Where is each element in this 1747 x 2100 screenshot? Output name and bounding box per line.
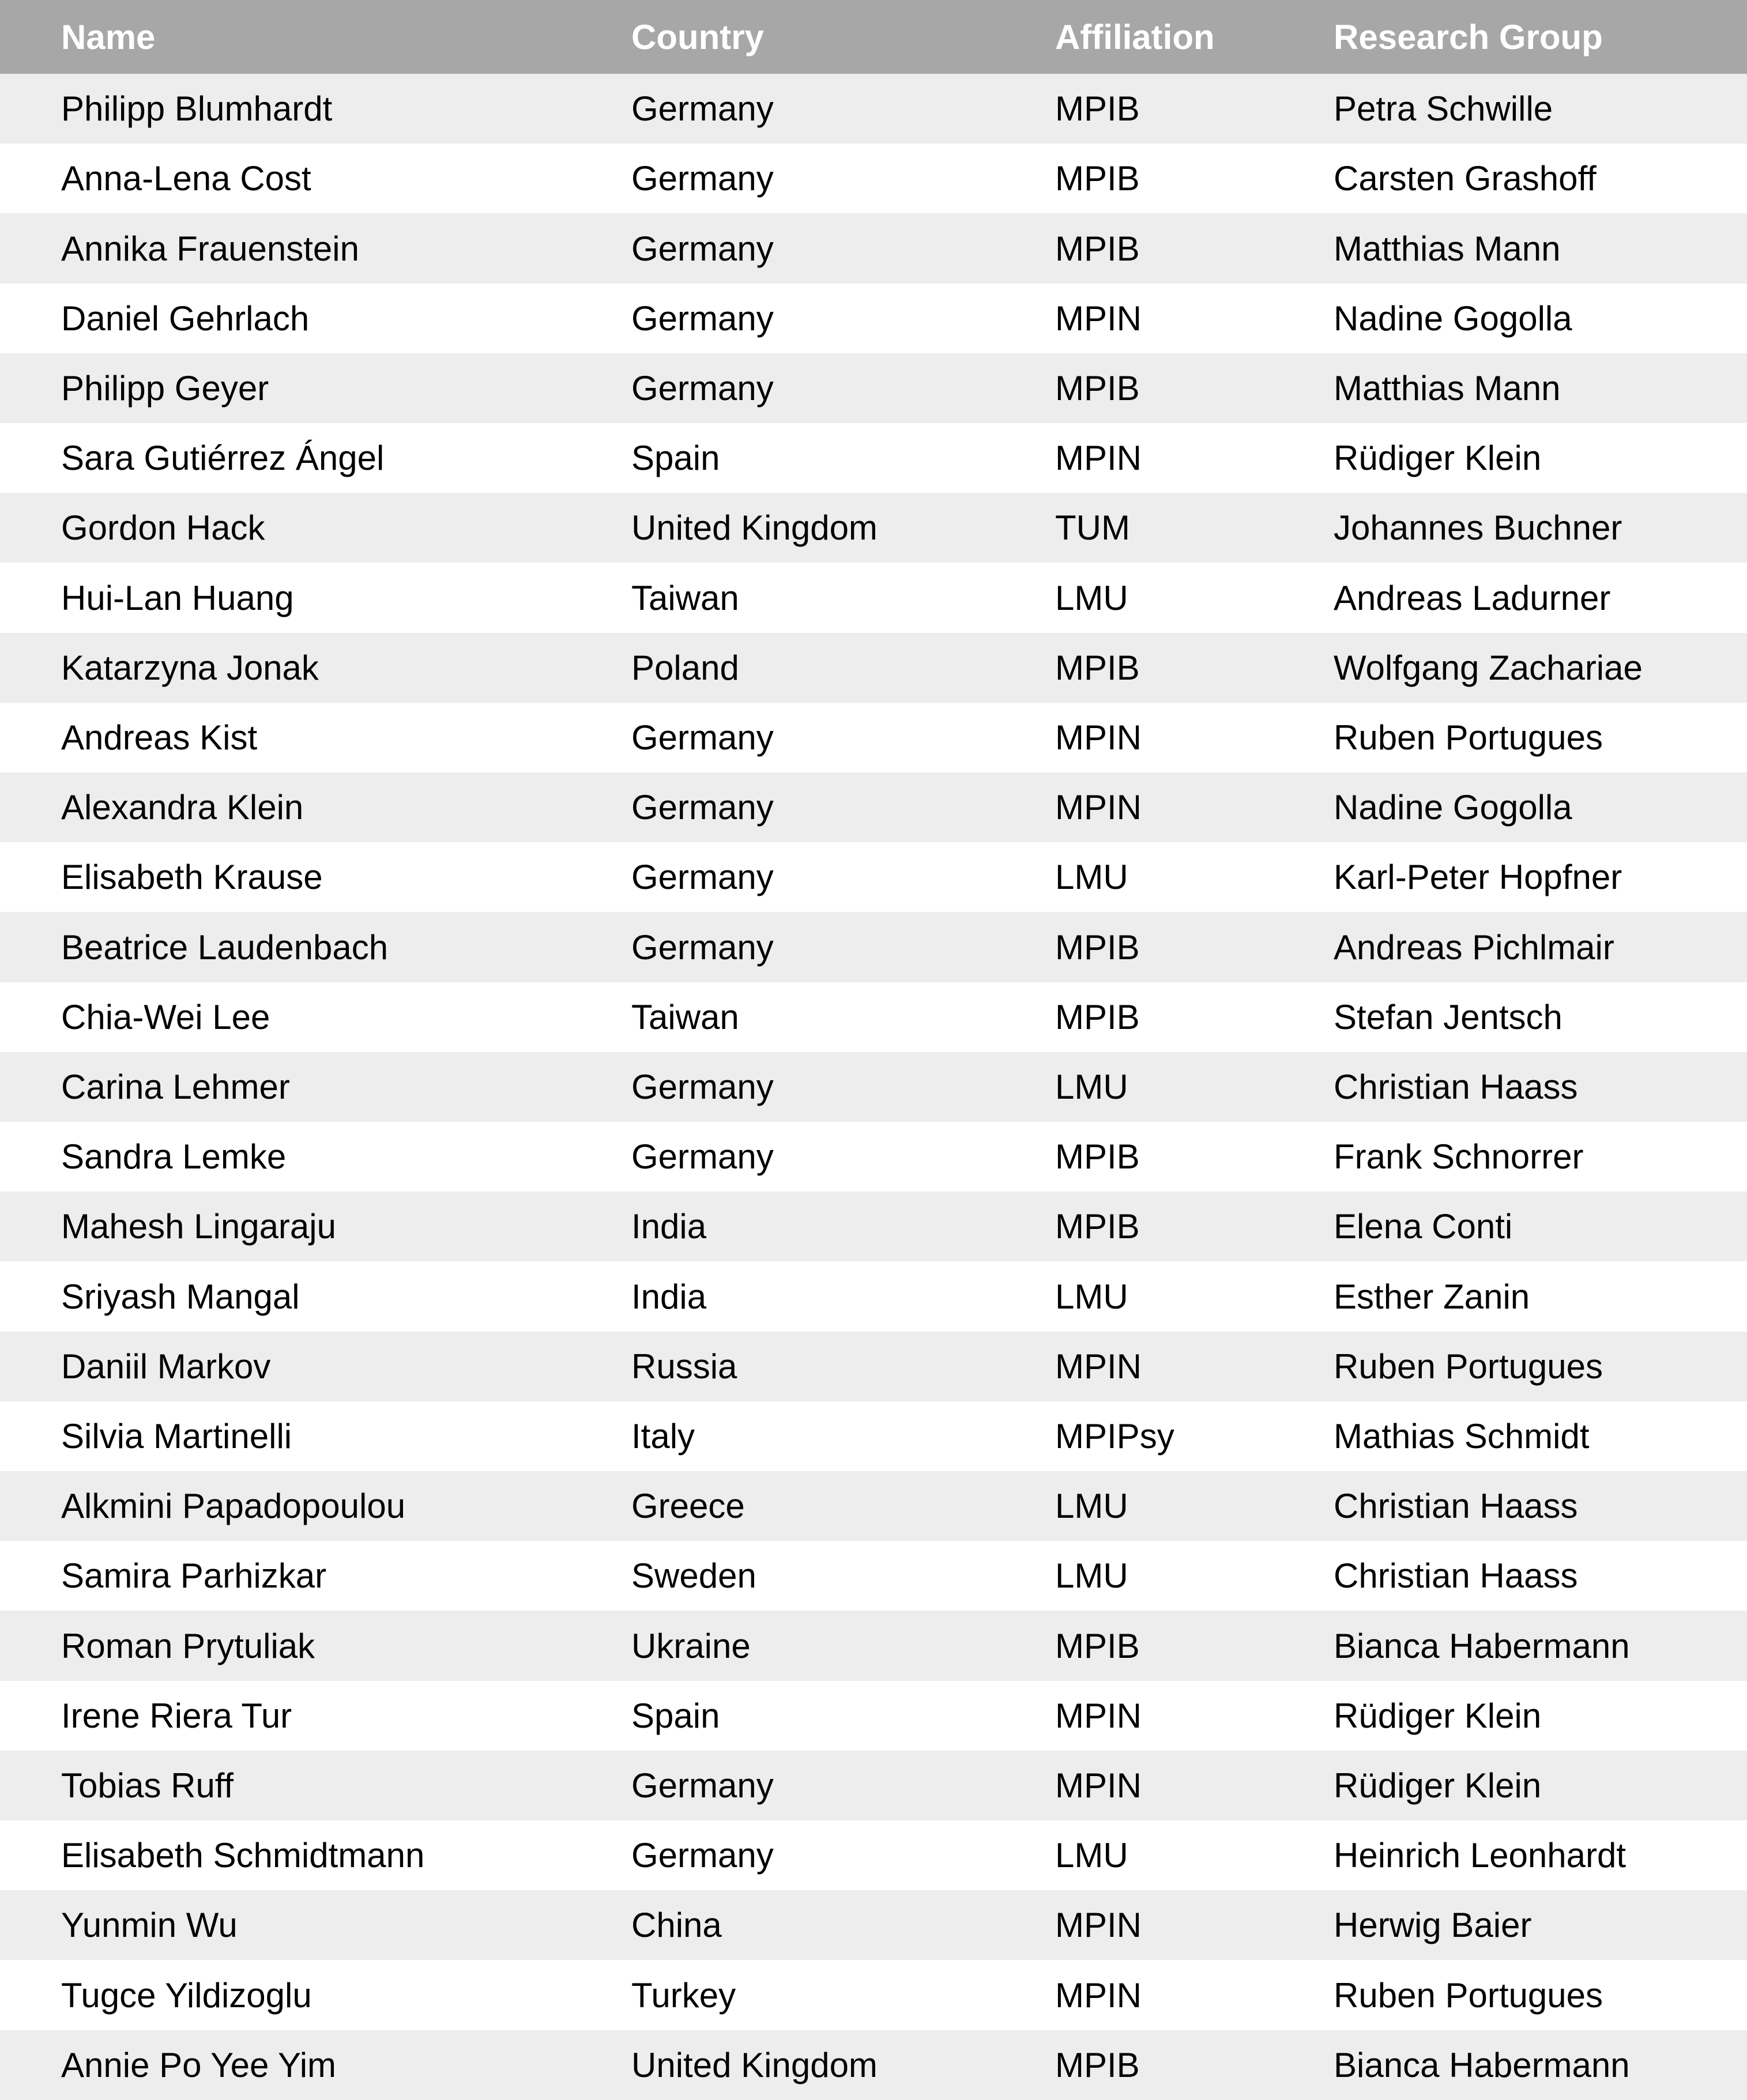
cell-country: Germany: [631, 213, 1055, 283]
cell-country: Germany: [631, 772, 1055, 842]
table-row: [0, 982, 1747, 1052]
header-cell-country: Country: [631, 0, 1055, 74]
cell-name: Daniil Markov: [0, 1332, 631, 1401]
table-row: [0, 1401, 1747, 1471]
cell-country: Spain: [631, 423, 1055, 493]
cell-research-group: Herwig Baier: [1334, 1890, 1747, 1960]
cell-country: Germany: [631, 353, 1055, 423]
table-row: [0, 423, 1747, 493]
table-row: [0, 703, 1747, 772]
cell-affiliation: MPIB: [1055, 633, 1334, 703]
cell-country: Germany: [631, 1122, 1055, 1192]
cell-name: Beatrice Laudenbach: [0, 912, 631, 982]
cell-name: Samira Parhizkar: [0, 1541, 631, 1611]
cell-research-group: Ruben Portugues: [1334, 1960, 1747, 2030]
cell-country: Italy: [631, 1401, 1055, 1471]
cell-affiliation: MPIN: [1055, 284, 1334, 353]
cell-country: United Kingdom: [631, 2030, 1055, 2100]
cell-name: Gordon Hack: [0, 493, 631, 563]
cell-research-group: Nadine Gogolla: [1334, 284, 1747, 353]
cell-name: Irene Riera Tur: [0, 1681, 631, 1751]
cell-research-group: Nadine Gogolla: [1334, 772, 1747, 842]
table-row: [0, 842, 1747, 912]
cell-research-group: Christian Haass: [1334, 1541, 1747, 1611]
cell-name: Daniel Gehrlach: [0, 284, 631, 353]
cell-name: Yunmin Wu: [0, 1890, 631, 1960]
table-row: [0, 1541, 1747, 1611]
cell-research-group: Ruben Portugues: [1334, 703, 1747, 772]
cell-country: Taiwan: [631, 563, 1055, 632]
table-row: [0, 1471, 1747, 1541]
table-row: [0, 1052, 1747, 1122]
cell-research-group: Andreas Pichlmair: [1334, 912, 1747, 982]
table-header: [0, 0, 1747, 74]
cell-affiliation: MPIPsy: [1055, 1401, 1334, 1471]
cell-affiliation: LMU: [1055, 1261, 1334, 1331]
cell-affiliation: LMU: [1055, 1820, 1334, 1890]
cell-country: Greece: [631, 1471, 1055, 1541]
cell-name: Annika Frauenstein: [0, 213, 631, 283]
cell-research-group: Heinrich Leonhardt: [1334, 1820, 1747, 1890]
cell-country: Turkey: [631, 1960, 1055, 2030]
cell-affiliation: LMU: [1055, 563, 1334, 632]
table-row: [0, 493, 1747, 563]
cell-research-group: Matthias Mann: [1334, 353, 1747, 423]
table-row: [0, 74, 1747, 144]
cell-affiliation: MPIB: [1055, 144, 1334, 213]
cell-name: Sandra Lemke: [0, 1122, 631, 1192]
cell-country: Germany: [631, 74, 1055, 144]
cell-country: Germany: [631, 1751, 1055, 1820]
table-row: [0, 1122, 1747, 1192]
cell-country: India: [631, 1192, 1055, 1261]
cell-affiliation: MPIB: [1055, 1122, 1334, 1192]
cell-country: Russia: [631, 1332, 1055, 1401]
cell-research-group: Rüdiger Klein: [1334, 423, 1747, 493]
cell-country: Germany: [631, 703, 1055, 772]
cell-affiliation: MPIB: [1055, 353, 1334, 423]
cell-research-group: Johannes Buchner: [1334, 493, 1747, 563]
cell-name: Mahesh Lingaraju: [0, 1192, 631, 1261]
cell-country: Germany: [631, 1820, 1055, 1890]
cell-affiliation: MPIN: [1055, 1960, 1334, 2030]
cell-country: Spain: [631, 1681, 1055, 1751]
table-row: [0, 1960, 1747, 2030]
cell-research-group: Wolfgang Zachariae: [1334, 633, 1747, 703]
cell-country: Germany: [631, 1052, 1055, 1122]
table-row: [0, 284, 1747, 353]
cell-name: Katarzyna Jonak: [0, 633, 631, 703]
cell-affiliation: MPIN: [1055, 1890, 1334, 1960]
cell-affiliation: MPIB: [1055, 2030, 1334, 2100]
cell-research-group: Matthias Mann: [1334, 213, 1747, 283]
cell-research-group: Bianca Habermann: [1334, 2030, 1747, 2100]
cell-name: Tugce Yildizoglu: [0, 1960, 631, 2030]
table-row: [0, 1751, 1747, 1820]
cell-affiliation: TUM: [1055, 493, 1334, 563]
cell-name: Sriyash Mangal: [0, 1261, 631, 1331]
cell-affiliation: MPIB: [1055, 213, 1334, 283]
cell-name: Sara Gutiérrez Ángel: [0, 423, 631, 493]
cell-name: Andreas Kist: [0, 703, 631, 772]
cell-affiliation: MPIN: [1055, 1332, 1334, 1401]
cell-country: India: [631, 1261, 1055, 1331]
cell-name: Hui-Lan Huang: [0, 563, 631, 632]
cell-affiliation: MPIB: [1055, 1192, 1334, 1261]
cell-country: Germany: [631, 284, 1055, 353]
cell-name: Elisabeth Krause: [0, 842, 631, 912]
cell-research-group: Carsten Grashoff: [1334, 144, 1747, 213]
cell-research-group: Esther Zanin: [1334, 1261, 1747, 1331]
table-row: [0, 1820, 1747, 1890]
cell-research-group: Christian Haass: [1334, 1052, 1747, 1122]
cell-country: United Kingdom: [631, 493, 1055, 563]
cell-country: Germany: [631, 144, 1055, 213]
table-row: [0, 353, 1747, 423]
table-row: [0, 1332, 1747, 1401]
cell-research-group: Elena Conti: [1334, 1192, 1747, 1261]
cell-country: Sweden: [631, 1541, 1055, 1611]
cell-country: Poland: [631, 633, 1055, 703]
cell-name: Philipp Blumhardt: [0, 74, 631, 144]
table-row: [0, 1890, 1747, 1960]
cell-country: Taiwan: [631, 982, 1055, 1052]
cell-name: Anna-Lena Cost: [0, 144, 631, 213]
cell-name: Tobias Ruff: [0, 1751, 631, 1820]
cell-affiliation: MPIN: [1055, 703, 1334, 772]
table-row: [0, 1611, 1747, 1680]
table-row: [0, 563, 1747, 632]
cell-name: Elisabeth Schmidtmann: [0, 1820, 631, 1890]
cell-affiliation: LMU: [1055, 842, 1334, 912]
cell-research-group: Andreas Ladurner: [1334, 563, 1747, 632]
cell-name: Annie Po Yee Yim: [0, 2030, 631, 2100]
cell-research-group: Petra Schwille: [1334, 74, 1747, 144]
cell-affiliation: MPIB: [1055, 74, 1334, 144]
cell-affiliation: LMU: [1055, 1471, 1334, 1541]
cell-name: Silvia Martinelli: [0, 1401, 631, 1471]
cell-research-group: Stefan Jentsch: [1334, 982, 1747, 1052]
cell-affiliation: MPIB: [1055, 1611, 1334, 1680]
cell-affiliation: MPIN: [1055, 1681, 1334, 1751]
cell-research-group: Rüdiger Klein: [1334, 1751, 1747, 1820]
cell-affiliation: MPIB: [1055, 982, 1334, 1052]
header-cell-research-group: Research Group: [1334, 0, 1747, 74]
table-row: [0, 1261, 1747, 1331]
table-row: [0, 633, 1747, 703]
cell-affiliation: LMU: [1055, 1052, 1334, 1122]
cell-research-group: Rüdiger Klein: [1334, 1681, 1747, 1751]
header-cell-affiliation: Affiliation: [1055, 0, 1334, 74]
cell-research-group: Bianca Habermann: [1334, 1611, 1747, 1680]
table-row: [0, 1192, 1747, 1261]
cell-name: Carina Lehmer: [0, 1052, 631, 1122]
cell-name: Roman Prytuliak: [0, 1611, 631, 1680]
table-row: [0, 213, 1747, 283]
cell-name: Alkmini Papadopoulou: [0, 1471, 631, 1541]
cell-name: Chia-Wei Lee: [0, 982, 631, 1052]
header-row: [0, 0, 1747, 74]
cell-name: Philipp Geyer: [0, 353, 631, 423]
cell-country: Germany: [631, 912, 1055, 982]
cell-country: China: [631, 1890, 1055, 1960]
table-row: [0, 2030, 1747, 2100]
cell-research-group: Christian Haass: [1334, 1471, 1747, 1541]
cell-research-group: Karl-Peter Hopfner: [1334, 842, 1747, 912]
cell-affiliation: MPIB: [1055, 912, 1334, 982]
cell-name: Alexandra Klein: [0, 772, 631, 842]
table-row: [0, 1681, 1747, 1751]
cell-research-group: Ruben Portugues: [1334, 1332, 1747, 1401]
cell-affiliation: LMU: [1055, 1541, 1334, 1611]
cell-affiliation: MPIN: [1055, 772, 1334, 842]
cell-affiliation: MPIN: [1055, 423, 1334, 493]
header-cell-name: Name: [0, 0, 631, 74]
cell-affiliation: MPIN: [1055, 1751, 1334, 1820]
cell-research-group: Mathias Schmidt: [1334, 1401, 1747, 1471]
table-row: [0, 912, 1747, 982]
cell-country: Ukraine: [631, 1611, 1055, 1680]
table-row: [0, 772, 1747, 842]
cell-research-group: Frank Schnorrer: [1334, 1122, 1747, 1192]
cell-country: Germany: [631, 842, 1055, 912]
table-body: [0, 74, 1747, 2100]
table-row: [0, 144, 1747, 213]
